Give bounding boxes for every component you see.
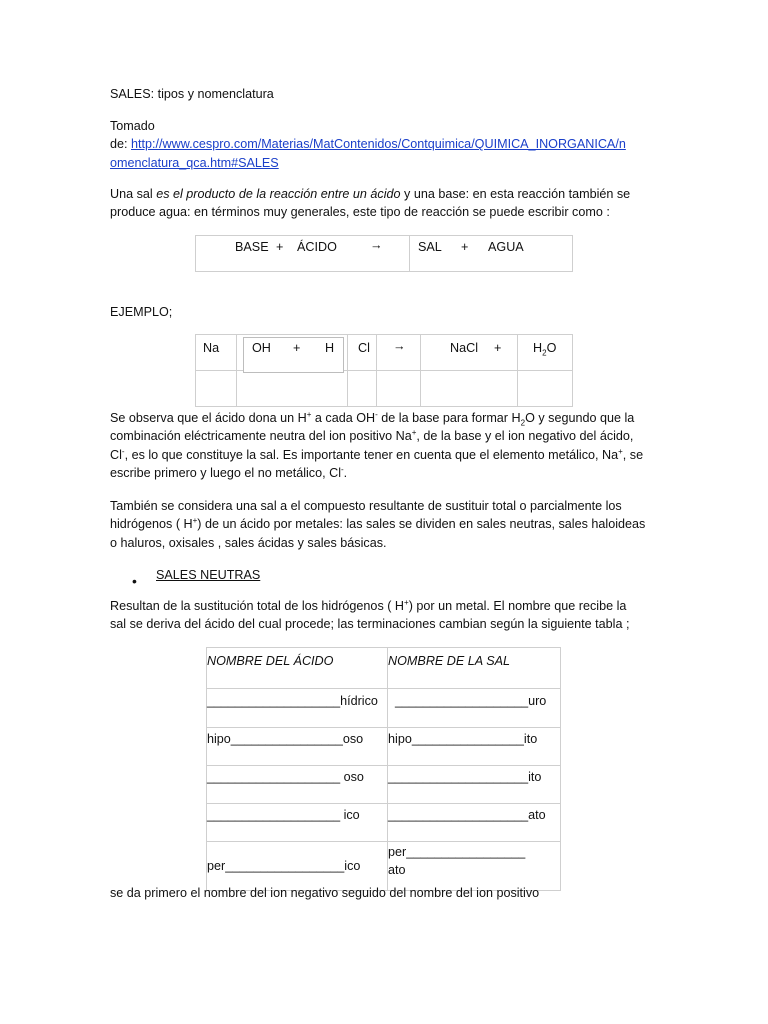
source-link-part2[interactable]: omenclatura_qca.htm#SALES [110, 155, 279, 170]
h2o-h: H [533, 341, 543, 355]
ex-h: H [325, 341, 335, 355]
ex-cl: Cl [358, 341, 370, 355]
also-l3: o haluros, oxisales , sales ácidas y sales básicas. [110, 535, 387, 550]
obs-sup: + [306, 409, 312, 419]
ex-cell [348, 371, 377, 407]
ex-plus-2: + [494, 341, 502, 355]
ex-plus-1: + [293, 341, 301, 355]
eq-arrow-icon: → [370, 238, 383, 252]
ex-oh: OH [252, 341, 271, 355]
obs-l1b: a cada OH [311, 411, 376, 425]
ex-cell [236, 371, 348, 407]
acid-cell: hipo________________oso [207, 728, 388, 766]
classification-paragraph [110, 497, 670, 552]
obs-sup: - [375, 409, 378, 419]
source-prefix: de: [110, 137, 132, 152]
ex-cell [196, 371, 237, 407]
h2o-o: O [546, 341, 557, 355]
bullet-icon: • [132, 573, 137, 589]
obs-sub: 2 [520, 418, 526, 428]
acid-cell: ___________________ oso [207, 766, 388, 804]
header-salt: NOMBRE DE LA SAL [388, 648, 561, 689]
intro-text-line2: produce agua: en términos muy generales, este tipo de reacción se puede escribir como : [110, 205, 610, 220]
table-row [207, 766, 561, 804]
also-l2a: hidrógenos ( H [110, 517, 193, 532]
salt-cell-line1: per_________________ [388, 845, 526, 859]
obs-l1a: Se observa que el ácido dona un H [110, 411, 307, 425]
section-heading: SALES NEUTRAS [156, 568, 261, 582]
obs-l3a: Cl [110, 447, 122, 462]
table-row [207, 804, 561, 842]
ex-arrow-icon: → [393, 339, 406, 353]
salt-cell: ___________________uro [388, 689, 561, 728]
obs-sup: + [618, 446, 623, 456]
table-row [207, 728, 561, 766]
eq-acid: ÁCIDO [297, 240, 337, 254]
eq-plus-1: + [276, 240, 284, 254]
salt-cell: hipo________________ito [388, 728, 561, 766]
intro-text-a: Una sal [110, 187, 157, 201]
obs-l1c: de la base para formar H [377, 411, 521, 425]
intro-text-italic: es el producto de la reacción entre un ácido [156, 187, 401, 201]
obs-l4a: escribe primero y luego el no metálico, Cl [110, 465, 341, 480]
page-title [110, 85, 660, 103]
ex-cell [517, 371, 572, 407]
source-line [110, 135, 660, 153]
obs-sup: + [411, 428, 417, 438]
observation-paragraph [110, 409, 670, 482]
acid-cell: per_________________ico [207, 842, 388, 891]
eq-water: AGUA [488, 240, 524, 254]
ex-h2o [533, 339, 556, 357]
title-text: SALES: tipos y nomenclatura [110, 87, 274, 101]
salt-cell: ____________________ito [388, 766, 561, 804]
salt-cell: ____________________ato [388, 804, 561, 842]
h2o-sub: 2 [542, 348, 547, 358]
eq-plus-2: + [461, 240, 469, 254]
source-link-part1[interactable]: http://www.cespro.com/Materias/MatContenidos/Contquimica/QUIMICA_INORGANICA/n [131, 137, 626, 152]
obs-l3b: , es lo que constituye la sal. Es importante tener en cuenta que el elemento metálico, Na [124, 447, 619, 462]
intro-text-c: y una base: en esta reacción también se [400, 187, 631, 201]
table-header-row [207, 648, 561, 689]
also-sup: + [192, 516, 198, 526]
eq-salt: SAL [418, 240, 442, 254]
intro-paragraph [110, 185, 660, 222]
acid-cell: ___________________hídrico [207, 689, 388, 728]
obs-l2b: , de la base y el ion negativo del ácido, [416, 429, 634, 444]
table-row [207, 689, 561, 728]
ex-na: Na [203, 341, 220, 355]
ex-nacl: NaCl [450, 341, 478, 355]
also-l1: También se considera una sal a el compuesto resultante de sustituir total o parcialmente los [110, 499, 622, 513]
naming-table [206, 647, 561, 891]
neutral-sup: + [404, 597, 409, 607]
also-l2b: ) de un ácido por metales: las sales se dividen en sales neutras, sales haloideas [197, 517, 646, 532]
obs-l3c: , se [622, 447, 644, 462]
ex-cell [377, 371, 421, 407]
source-block [110, 117, 660, 172]
header-acid: NOMBRE DEL ÁCIDO [207, 648, 388, 689]
neutral-l1a: Resultan de la sustitución total de los hidrógenos ( H [110, 599, 405, 613]
obs-l1d: O y segundo que la [525, 411, 635, 425]
example-heading: EJEMPLO; [110, 305, 173, 319]
salt-cell-line2: ato [388, 863, 406, 878]
obs-l2a: combinación eléctricamente neutra del ion positivo Na [110, 429, 412, 444]
ex-cell [420, 371, 517, 407]
source-label: Tomado [110, 119, 155, 133]
obs-sup: - [341, 464, 344, 474]
neutral-l1b: ) por un metal. El nombre que recibe la [408, 599, 627, 613]
obs-sup: - [121, 446, 125, 456]
obs-l4b: . [343, 465, 348, 480]
eq-base: BASE [235, 240, 269, 254]
acid-cell: ___________________ ico [207, 804, 388, 842]
closing-line: se da primero el nombre del ion negativo seguido del nombre del ion positivo [110, 886, 540, 900]
neutral-l2: sal se deriva del ácido del cual procede; las terminaciones cambian según la siguiente tabla ; [110, 617, 630, 632]
neutral-paragraph [110, 597, 670, 634]
